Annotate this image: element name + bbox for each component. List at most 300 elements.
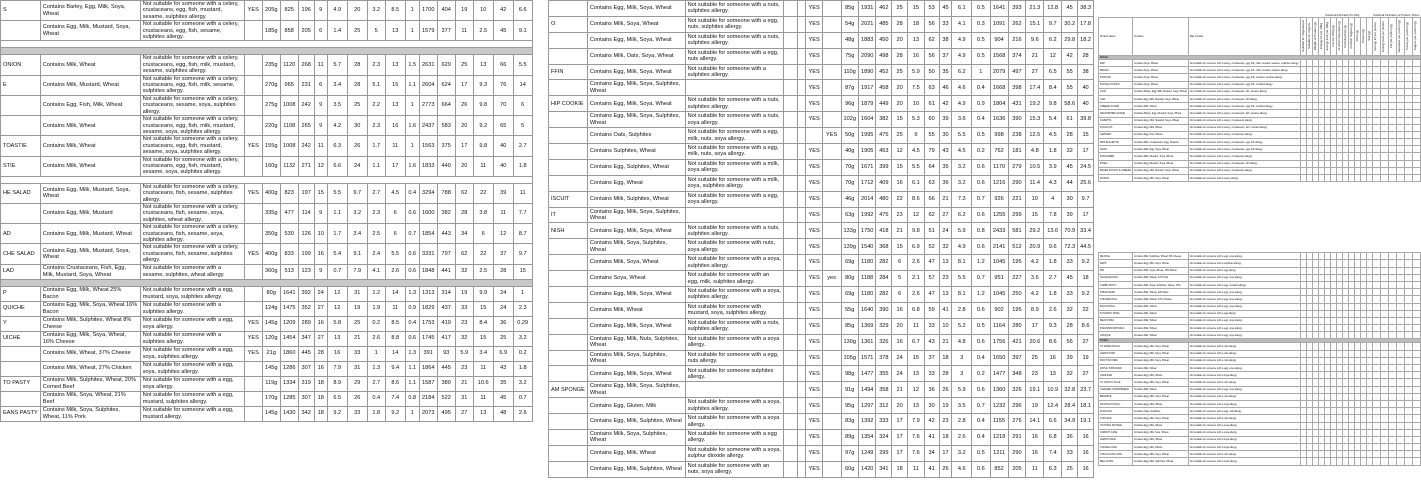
nutrition-value-cell: 16: [1026, 445, 1044, 461]
nutrition-value-cell: 17: [939, 445, 952, 461]
nutrition-value-cell: 25: [455, 55, 473, 75]
nutrition-value-cell: 0.7: [972, 398, 991, 414]
nutrition-value-cell: [1372, 281, 1380, 288]
nutrition-value-cell: [1372, 88, 1380, 95]
nutrition-value-cell: 199: [298, 244, 314, 264]
nutrition-value-cell: [1404, 343, 1412, 350]
table-row: [1099, 386, 1421, 393]
vegan-cell: [822, 461, 841, 477]
nutrition-value-cell: 1.2: [972, 255, 991, 271]
nutrition-value-cell: 25: [347, 316, 367, 331]
nutrition-value-cell: [1388, 81, 1396, 88]
may-contain-cell: [685, 382, 784, 398]
nutrition-value-cell: 522: [437, 391, 455, 406]
nutrition-value-cell: 0.8: [405, 391, 419, 406]
nutrition-value-cell: 28: [892, 16, 908, 32]
nutrition-value-cell: 858: [280, 21, 298, 41]
vegetarian-cell: YES: [806, 112, 822, 128]
nutrition-value-cell: [1388, 372, 1396, 379]
nutrition-value-cell: [1412, 281, 1420, 288]
nutrition-value-cell: [1412, 289, 1420, 296]
nutrition-value-cell: 145g: [262, 316, 280, 331]
nutrition-value-cell: [1388, 357, 1396, 364]
nutrition-value-cell: 31: [455, 391, 473, 406]
nutrition-value-cell: [1404, 357, 1412, 364]
nutrition-value-cell: 1563: [419, 136, 437, 156]
nutrition-value-cell: 17.8: [1078, 16, 1094, 32]
nutrition-value-cell: 1420: [858, 461, 875, 477]
nutrition-value-cell: [1380, 146, 1388, 153]
column-header-label: Saturates per portion (g): [1396, 19, 1401, 53]
nutrition-value-cell: 31: [347, 286, 367, 301]
contains-cell: Contains Egg, Milk, Soya, Sulphites, Wheat: [587, 112, 685, 128]
nutrition-value-cell: 8.5: [385, 1, 405, 21]
nutrition-value-cell: 13: [908, 398, 925, 414]
nutrition-value-cell: [1388, 274, 1396, 281]
nutrition-value-cell: [1372, 74, 1380, 81]
table-row: [549, 414, 1094, 430]
spacer-cell: [784, 287, 797, 303]
contains-cell: Contains Egg, Milk, Wheat: [1132, 444, 1188, 451]
nutrition-value-cell: 3.4: [347, 224, 367, 244]
vegetarian-cell: [244, 264, 262, 279]
column-header: [1396, 18, 1404, 56]
spacer-cell: [784, 414, 797, 430]
may-contain-cell: Not suitable for someone with a celery, crustaceans, egg, fish, mustard, sesame, sulphites allergy.: [140, 1, 244, 21]
nutrition-value-cell: 66: [493, 55, 513, 75]
nutrition-value-cell: [1380, 317, 1388, 324]
may-contain-cell: Not suitable for someone with a egg, soya allergy.: [1188, 253, 1300, 260]
nutrition-value-cell: 56: [924, 48, 939, 64]
nutrition-value-cell: 477: [280, 203, 298, 223]
nutrition-value-cell: [1404, 74, 1412, 81]
nutrition-value-cell: [1404, 303, 1412, 310]
may-contain-cell: Not suitable for someone with nuts, soya allergy.: [685, 239, 784, 255]
nutrition-value-cell: [1396, 139, 1404, 146]
nutrition-value-cell: 1.4: [327, 21, 347, 41]
nutrition-value-cell: [1412, 124, 1420, 131]
nutrition-value-cell: 36: [493, 316, 513, 331]
nutrition-value-cell: 250: [1008, 287, 1026, 303]
nutrition-value-cell: 24: [493, 301, 513, 316]
nutrition-value-cell: 11: [908, 318, 925, 334]
nutrition-value-cell: 19: [347, 301, 367, 316]
table-row: [1099, 332, 1421, 339]
vegetarian-cell: [244, 406, 262, 421]
nutrition-value-cell: 34: [455, 224, 473, 244]
may-contain-cell: Not suitable for someone with a celery allergy.: [1188, 175, 1300, 182]
nutrition-value-cell: 15.1: [1026, 16, 1044, 32]
nutrition-value-cell: [1380, 274, 1388, 281]
nutrition-value-cell: [1380, 110, 1388, 117]
nutrition-value-cell: 326: [876, 334, 892, 350]
vegetarian-cell: [244, 75, 262, 95]
nutrition-value-cell: 33: [924, 318, 939, 334]
contains-cell: Contains Milk, Wheat: [1132, 303, 1188, 310]
nutrition-value-cell: [1372, 458, 1380, 465]
nutrition-value-cell: 788: [437, 183, 455, 203]
nutrition-value-cell: 0.9: [972, 96, 991, 112]
spacer-cell: [797, 414, 806, 430]
nutrition-value-cell: 23: [455, 316, 473, 331]
nutrition-value-cell: 1430: [280, 406, 298, 421]
nutrition-value-cell: [1396, 357, 1404, 364]
contains-cell: Contains Milk, Wheat, 37% Cheese: [40, 346, 140, 361]
may-contain-cell: Not suitable for someone with a nuts allergy.: [1188, 451, 1300, 458]
nutrition-value-cell: 5.9: [952, 223, 972, 239]
nutrition-value-cell: [1372, 343, 1380, 350]
nutrition-value-cell: 1.2: [972, 287, 991, 303]
nutrition-value-cell: 25: [1026, 350, 1044, 366]
nutrition-value-cell: [1388, 139, 1396, 146]
nutrition-value-cell: 312: [876, 398, 892, 414]
may-contain-cell: Not suitable for someone with a celery, crustaceans allergy.: [1188, 167, 1300, 174]
product-name-cell: [549, 414, 588, 430]
product-name-cell: [1, 116, 41, 136]
may-contain-cell: Not suitable for someone with a celery, crustaceans, egg, fish, mustard, sesame allergy.: [1188, 74, 1300, 81]
nutrition-value-cell: 400g: [262, 183, 280, 203]
contains-cell: Contains Egg, Milk, Wheat: [1132, 400, 1188, 407]
nutrition-value-cell: 6: [314, 21, 327, 41]
nutrition-value-cell: 1804: [990, 96, 1008, 112]
nutrition-value-cell: 205: [298, 21, 314, 41]
nutrition-value-cell: 19.1: [1026, 382, 1044, 398]
may-contain-cell: Not suitable for someone with a celery, crustaceans, egg, fish, milk, mustard, sesame, sulphites allergy.: [140, 55, 244, 75]
may-contain-cell: Not suitable for someone with a sesame, sulphites, wheat allergy.: [140, 264, 244, 279]
table-row: [1099, 124, 1421, 131]
nutrition-value-cell: 27: [1078, 334, 1094, 350]
contains-cell: Contains Egg, Milk, Soya, Sulphites, Wheat: [587, 207, 685, 223]
nutrition-value-cell: 18: [892, 461, 908, 477]
nutrition-value-cell: 15: [892, 159, 908, 175]
product-name-cell: BAPS: [1099, 260, 1133, 267]
nutrition-value-cell: [1396, 429, 1404, 436]
column-header: [1372, 18, 1380, 56]
nutrition-value-cell: 7.4: [1044, 445, 1062, 461]
nutrition-value-cell: [1404, 332, 1412, 339]
nutrition-value-cell: 72.3: [1062, 239, 1078, 255]
nutrition-value-cell: [1372, 110, 1380, 117]
nutrition-value-cell: 16: [1078, 445, 1094, 461]
product-name-cell: JUMBO PASTY: [1099, 281, 1133, 288]
nutrition-value-cell: 11: [1026, 461, 1044, 477]
table-row: [1, 286, 533, 301]
contains-cell: Contains Oats, Sulphites: [1132, 408, 1188, 415]
nutrition-value-cell: [1404, 458, 1412, 465]
product-name-cell: [1, 361, 41, 376]
spacer-cell: [797, 48, 806, 64]
contains-cell: Contains Egg, Milk, Soya, Sulphites, Wheat: [587, 382, 685, 398]
nutrition-value-cell: [1396, 274, 1404, 281]
blank-row: [1, 176, 533, 183]
nutrition-value-cell: [1380, 296, 1388, 303]
nutrition-value-cell: 9.8: [908, 223, 925, 239]
spacer-cell: [797, 382, 806, 398]
product-name-cell: TOASTIE: [1, 136, 41, 156]
nutrition-value-cell: 6: [513, 95, 532, 115]
contains-cell: Contains Milk, Mustard, Soya, Wheat: [1132, 153, 1188, 160]
nutrition-value-cell: [1380, 379, 1388, 386]
nutrition-value-cell: [1388, 325, 1396, 332]
nutrition-value-cell: 1829: [419, 301, 437, 316]
product-name-cell: LOAF: [1099, 88, 1133, 95]
nutrition-value-cell: 4.2: [327, 116, 347, 136]
nutrition-value-cell: 1: [513, 286, 532, 301]
nutrition-value-cell: [1396, 451, 1404, 458]
nutrition-value-cell: 4: [1044, 191, 1062, 207]
nutrition-value-cell: [1412, 88, 1420, 95]
table-row: [1099, 400, 1421, 407]
nutrition-value-cell: 583: [437, 116, 455, 136]
nutrition-value-cell: [1380, 60, 1388, 67]
nutrition-value-cell: [1412, 429, 1420, 436]
may-contain-cell: Not suitable for someone with a nuts, sulphites allergy.: [685, 1, 784, 17]
nutrition-value-cell: [1412, 146, 1420, 153]
nutrition-value-cell: 2.5: [367, 224, 385, 244]
nutrition-value-cell: 10.6: [473, 376, 493, 391]
nutrition-value-cell: [1396, 372, 1404, 379]
nutrition-value-cell: 8.5: [385, 316, 405, 331]
nutrition-value-cell: [1388, 310, 1396, 317]
contains-cell: Contains Egg, Milk, Mustard, Soya, Wheat: [1132, 117, 1188, 124]
nutrition-value-cell: 2.7: [1044, 271, 1062, 287]
product-name-cell: APPLE TURNOVER: [1099, 365, 1133, 372]
nutrition-value-cell: 24: [939, 223, 952, 239]
may-contain-cell: [685, 207, 784, 223]
nutrition-value-cell: [1380, 103, 1388, 110]
may-contain-cell: Not suitable for someone with a celery, crustaceans, egg, fish allergy.: [1188, 146, 1300, 153]
nutrition-value-cell: 15.3: [1026, 112, 1044, 128]
product-name-cell: PIE: [1099, 267, 1133, 274]
spacer-cell: [797, 16, 806, 32]
spacer-cell: [797, 96, 806, 112]
product-name-cell: CUPCAKE: [1099, 415, 1133, 422]
nutrition-value-cell: [1404, 260, 1412, 267]
nutrition-value-cell: 83g: [841, 414, 858, 430]
nutrition-value-cell: [1412, 139, 1420, 146]
spacer-cell: [784, 32, 797, 48]
contains-cell: Contains Egg, Milk, Mustard, Wheat: [40, 224, 140, 244]
nutrition-value-cell: [1388, 167, 1396, 174]
spacer-cell: [784, 398, 797, 414]
nutrition-value-cell: [1412, 160, 1420, 167]
nutrition-value-cell: 11: [493, 203, 513, 223]
nutrition-value-cell: [1396, 289, 1404, 296]
nutrition-value-cell: [1396, 350, 1404, 357]
nutrition-value-cell: 441: [437, 264, 455, 279]
nutrition-value-cell: 25: [347, 95, 367, 115]
nutrition-value-cell: 5.1: [367, 75, 385, 95]
nutrition-value-cell: [1372, 175, 1380, 182]
table-row: [1099, 153, 1421, 160]
nutrition-value-cell: [1372, 379, 1380, 386]
may-contain-cell: Not suitable for someone with a soya allergy.: [1188, 436, 1300, 443]
table-row: [1099, 444, 1421, 451]
nutrition-value-cell: 2.6: [385, 264, 405, 279]
nutrition-value-cell: 1.9: [367, 301, 385, 316]
column-header-label: Sugars per portion (g): [1412, 21, 1417, 51]
nutrition-value-cell: 16: [1044, 350, 1062, 366]
contains-cell: Contains Egg, Milk, Wheat: [1132, 124, 1188, 131]
vegetarian-cell: [244, 116, 262, 136]
nutrition-value-cell: 98g: [841, 366, 858, 382]
nutrition-value-cell: 2.6: [367, 331, 385, 346]
nutrition-value-cell: 12: [327, 301, 347, 316]
nutrition-value-cell: 36: [939, 175, 952, 191]
nutrition-value-cell: 378: [876, 350, 892, 366]
contains-cell: Contains Egg, Milk, Soya, Wheat: [587, 366, 685, 382]
may-contain-cell: Not suitable for someone with a egg, soya allergy.: [1188, 365, 1300, 372]
nutrition-value-cell: [1388, 103, 1396, 110]
nutrition-value-cell: 39.8: [1078, 112, 1094, 128]
nutrition-value-cell: 2.7: [367, 376, 385, 391]
nutrition-value-cell: [1388, 67, 1396, 74]
nutrition-value-cell: [1412, 153, 1420, 160]
column-header-label: Salt (g): [1366, 31, 1371, 41]
nutrition-value-cell: [1404, 267, 1412, 274]
nutrition-value-cell: 3294: [419, 183, 437, 203]
nutrition-value-cell: 276: [1008, 414, 1026, 430]
nutrition-value-cell: 238: [1008, 128, 1026, 144]
may-contain-cell: Not suitable for someone with a milk, soya, sulphites allergy.: [685, 175, 784, 191]
nutrition-value-cell: 23: [1026, 366, 1044, 382]
vegan-cell: [822, 287, 841, 303]
nutrition-value-cell: 2.5: [473, 264, 493, 279]
column-header-label: Contains: [1133, 35, 1144, 38]
may-contain-cell: Not suitable for someone with a egg, soya allergy.: [140, 376, 244, 391]
vegetarian-cell: YES: [806, 175, 822, 191]
vegetarian-cell: YES: [806, 16, 822, 32]
nutrition-value-cell: 24.5: [1078, 159, 1094, 175]
nutrition-value-cell: 12.5: [1026, 128, 1044, 144]
nutrition-value-cell: [1388, 267, 1396, 274]
nutrition-value-cell: 12.8: [1044, 1, 1062, 17]
nutrition-value-cell: 497: [1008, 64, 1026, 80]
column-header-label: Energy kJ per 100g: [1318, 22, 1323, 49]
nutrition-value-cell: 1753: [419, 316, 437, 331]
nutrition-value-cell: 0.5: [972, 1, 991, 17]
nutrition-value-cell: 2.3: [367, 116, 385, 136]
nutrition-value-cell: 382: [437, 203, 455, 223]
column-header-label: Fibre (g): [1354, 30, 1359, 42]
nutrition-value-cell: 1879: [858, 96, 875, 112]
nutrition-value-cell: 54g: [841, 16, 858, 32]
nutrition-value-cell: 18: [908, 16, 925, 32]
table-row: [1099, 350, 1421, 357]
nutrition-value-cell: 16: [314, 244, 327, 264]
nutrition-value-cell: 0.7: [972, 271, 991, 287]
may-contain-cell: Not suitable for someone with a soya allergy.: [685, 334, 784, 350]
nutrition-value-cell: 1170: [990, 159, 1008, 175]
contains-cell: Contains Milk, Sulphites, Wheat, 8% Cheese: [1132, 253, 1188, 260]
nutrition-value-cell: [1388, 350, 1396, 357]
nutrition-value-cell: [1404, 451, 1412, 458]
nutrition-value-cell: 10.5: [1026, 159, 1044, 175]
nutrition-value-cell: [1412, 379, 1420, 386]
product-name-cell: BELL BUNS: [1099, 458, 1133, 465]
nutrition-value-cell: [1396, 67, 1404, 74]
nutrition-value-cell: 8.1: [952, 255, 972, 271]
table-row: [1099, 408, 1421, 415]
nutrition-value-cell: 374: [1008, 48, 1026, 64]
column-header-label: of which Sugars (g): [1348, 23, 1353, 49]
nutrition-value-cell: [1404, 317, 1412, 324]
nutrition-value-cell: 4.5: [1044, 128, 1062, 144]
nutrition-value-cell: 48: [493, 406, 513, 421]
column-header: [1188, 18, 1300, 56]
nutrition-value-cell: 1494: [858, 382, 875, 398]
table-row: [1, 116, 533, 136]
nutrition-value-cell: 70: [493, 95, 513, 115]
nutrition-value-cell: 28: [314, 346, 327, 361]
nutrition-value-cell: 0.6: [405, 331, 419, 346]
nutrition-value-cell: 196: [298, 1, 314, 21]
contains-cell: Contains Egg, Milk, Sulphites, Wheat: [587, 414, 685, 430]
nutrition-value-cell: 14: [513, 75, 532, 95]
vegetarian-cell: YES: [244, 244, 262, 264]
vegetarian-cell: YES: [806, 159, 822, 175]
nutrition-value-cell: 1571: [858, 350, 875, 366]
nutrition-value-cell: 335g: [262, 203, 280, 223]
product-name-cell: [1, 391, 41, 406]
nutrition-value-cell: 22: [1078, 302, 1094, 318]
nutrition-value-cell: 27: [314, 331, 327, 346]
product-name-cell: [549, 175, 588, 191]
nutrition-value-cell: 6.8: [908, 302, 925, 318]
contains-cell: Contains Milk, Soya, Sulphites, Wheat, 11% Pork: [40, 406, 140, 421]
nutrition-value-cell: [1372, 303, 1380, 310]
may-contain-cell: Not suitable for someone with a celery, crustaceans, egg, fish, mustard allergy.: [1188, 103, 1300, 110]
nutrition-value-cell: 17: [455, 136, 473, 156]
nutrition-value-cell: 2.2: [367, 95, 385, 115]
vegetarian-cell: [244, 391, 262, 406]
nutrition-value-cell: 5: [892, 271, 908, 287]
vegan-cell: [822, 1, 841, 17]
nutrition-value-cell: [1388, 88, 1396, 95]
nutrition-value-cell: 12: [327, 286, 347, 301]
nutrition-value-cell: 44: [1062, 175, 1078, 191]
nutrition-value-cell: [1412, 325, 1420, 332]
nutrition-value-cell: [1396, 167, 1404, 174]
nutrition-value-cell: 29.2: [1026, 223, 1044, 239]
contains-cell: Contains Milk, Wheat, 27% Pork: [1132, 274, 1188, 281]
nutrition-value-cell: 4.9: [952, 239, 972, 255]
nutrition-value-cell: 181: [1008, 144, 1026, 160]
may-contain-cell: Not suitable for someone with a celery, crustaceans, fish, mustard allergy.: [1188, 124, 1300, 131]
nutrition-value-cell: 26: [939, 382, 952, 398]
nutrition-value-cell: 1992: [858, 207, 875, 223]
may-contain-cell: Not suitable for someone with a soya allergy.: [1188, 458, 1300, 465]
spacer-cell: [797, 64, 806, 80]
nutrition-value-cell: 205g: [262, 1, 280, 21]
nutrition-value-cell: 64: [924, 159, 939, 175]
nutrition-value-cell: 12: [493, 224, 513, 244]
nutrition-value-cell: 6.1: [908, 175, 925, 191]
nutrition-value-cell: 0.7: [972, 191, 991, 207]
nutrition-value-cell: 2184: [419, 391, 437, 406]
nutrition-value-cell: 6.5: [1044, 64, 1062, 80]
nutrition-value-cell: [1412, 451, 1420, 458]
nutrition-value-cell: 48g: [841, 32, 858, 48]
nutrition-value-cell: [1404, 281, 1412, 288]
document-page-3: [1094, 0, 1420, 500]
product-name-cell: LEMON CAKE: [1099, 436, 1133, 443]
spacer-cell: [797, 112, 806, 128]
spacer-cell: [784, 64, 797, 80]
nutrition-value-cell: [1412, 350, 1420, 357]
may-contain-cell: Not suitable for someone with a celery, crustaceans allergy.: [1188, 131, 1300, 138]
product-name-cell: CHEESE SCONE: [1099, 103, 1133, 110]
